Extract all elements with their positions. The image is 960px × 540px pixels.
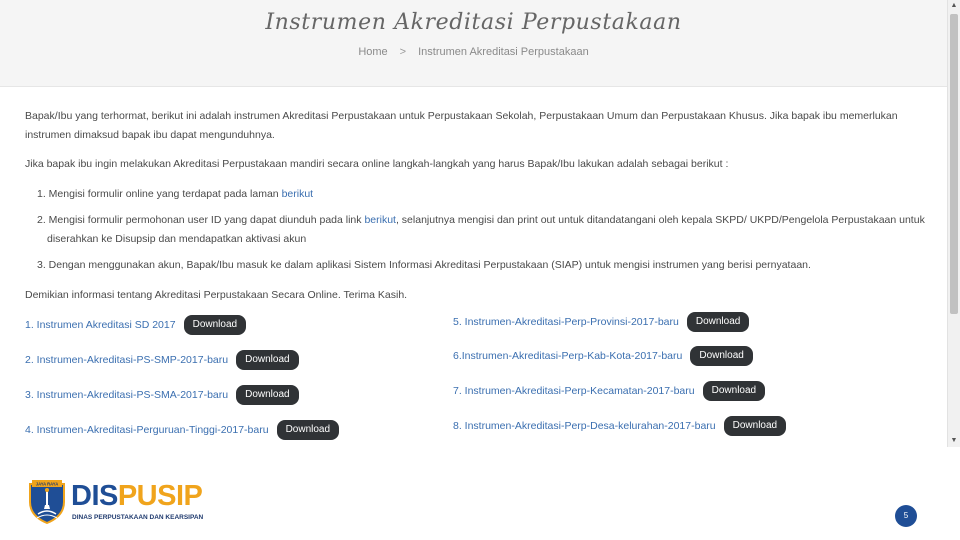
- download-item-6-link[interactable]: 6.Instrumen-Akreditasi-Perp-Kab-Kota-2017-baru: [453, 350, 683, 362]
- page-number-badge: 5: [895, 505, 917, 527]
- step-2-berikut-link[interactable]: berikut: [364, 214, 396, 226]
- download-item-2-link[interactable]: 2. Instrumen-Akreditasi-PS-SMP-2017-baru: [25, 354, 229, 366]
- download-item-1: [25, 313, 246, 337]
- step-2-continuation: diserahkan ke Disupsip dan mendapatkan aktivasi akun: [47, 233, 307, 245]
- download-item-8-link[interactable]: 8. Instrumen-Akreditasi-Perp-Desa-kelurahan-2017-baru: [453, 420, 716, 432]
- scrollbar-thumb[interactable]: [950, 14, 958, 314]
- brand-name-dis: DIS: [71, 480, 118, 512]
- download-button-3[interactable]: Download: [236, 385, 298, 405]
- step-3-text: 3. Dengan menggunakan akun, Bapak/Ibu masuk ke dalam aplikasi Sistem Informasi Akreditasi Perpustakaan (SIAP) untuk mengisi instrumen yang berisi pernyataan.: [37, 259, 811, 271]
- download-item-7: [453, 379, 765, 403]
- intro-paragraph: Bapak/Ibu yang terhormat, berikut ini adalah instrumen Akreditasi Perpustakaan untuk Perpustakaan Sekolah, Perpustakaan Umum dan Perpustakaan Khusus. Jika bapak ibu memerlukan instrumen dimaksud bapak ibu dapat mengunduhnya.: [25, 110, 898, 141]
- step-1-text: 1. Mengisi formulir online yang terdapat pada laman: [37, 188, 282, 200]
- page-title: Instrumen Akreditasi Perpustakaan: [265, 10, 682, 35]
- step-3: [37, 256, 927, 275]
- scroll-up-arrow-icon[interactable]: ▲: [950, 2, 958, 9]
- download-button-5[interactable]: Download: [687, 312, 749, 332]
- download-item-8: [453, 414, 786, 438]
- brand-name-pusip: PUSIP: [117, 480, 203, 512]
- download-button-6[interactable]: Download: [690, 346, 752, 366]
- download-button-4[interactable]: Download: [277, 420, 339, 440]
- download-item-7-link[interactable]: 7. Instrumen-Akreditasi-Perp-Kecamatan-2017-baru: [453, 385, 695, 397]
- vertical-scrollbar[interactable]: [947, 0, 960, 447]
- breadcrumb-separator-icon: >: [399, 46, 407, 58]
- download-button-1[interactable]: Download: [184, 315, 246, 335]
- download-item-4-link[interactable]: 4. Instrumen-Akreditasi-Perguruan-Tinggi-2017-baru: [25, 424, 269, 436]
- download-item-5-link[interactable]: 5. Instrumen-Akreditasi-Perp-Provinsi-2017-baru: [453, 316, 679, 328]
- breadcrumb: [0, 46, 947, 58]
- breadcrumb-current: Instrumen Akreditasi Perpustakaan: [418, 46, 589, 58]
- scroll-down-arrow-icon[interactable]: ▼: [950, 437, 958, 444]
- closing-paragraph: Demikian informasi tentang Akreditasi Perpustakaan Secara Online. Terima Kasih.: [25, 289, 408, 301]
- brand-name: [71, 480, 202, 512]
- dispusip-logo: [27, 478, 217, 524]
- download-button-2[interactable]: Download: [236, 350, 298, 370]
- download-item-1-link[interactable]: 1. Instrumen Akreditasi SD 2017: [25, 319, 176, 331]
- page-header: [0, 0, 947, 87]
- brand-subtitle: DINAS PERPUSTAKAAN DAN KEARSIPAN: [72, 514, 204, 521]
- jakarta-emblem-icon: [27, 478, 67, 524]
- step-2-text: 2. Mengisi formulir permohonan user ID yang dapat diunduh pada link: [37, 214, 365, 226]
- step-1-berikut-link[interactable]: berikut: [281, 188, 314, 200]
- step-2: [37, 211, 927, 249]
- download-button-7[interactable]: Download: [703, 381, 765, 401]
- step-1: [37, 185, 927, 204]
- download-item-6: [453, 344, 753, 368]
- download-button-8[interactable]: Download: [724, 416, 786, 436]
- steps-intro-paragraph: Jika bapak ibu ingin melakukan Akreditasi Perpustakaan mandiri secara online langkah-langkah yang harus Bapak/Ibu lakukan adalah sebagai berikut :: [25, 158, 729, 170]
- download-item-2: [25, 348, 299, 372]
- download-item-3-link[interactable]: 3. Instrumen-Akreditasi-PS-SMA-2017-baru: [25, 389, 229, 401]
- emblem-text: JAYA RAYA: [35, 481, 59, 487]
- download-item-3: [25, 383, 299, 407]
- download-item-5: [453, 310, 749, 334]
- download-item-4: [25, 418, 339, 442]
- step-2-text-after: , selanjutnya mengisi dan print out untuk ditandatangani oleh kepala SKPD/ UKPD/Pengelola Perpustakaan untuk: [395, 214, 925, 226]
- breadcrumb-home-link[interactable]: Home: [358, 46, 388, 58]
- slide-footer: [0, 447, 960, 540]
